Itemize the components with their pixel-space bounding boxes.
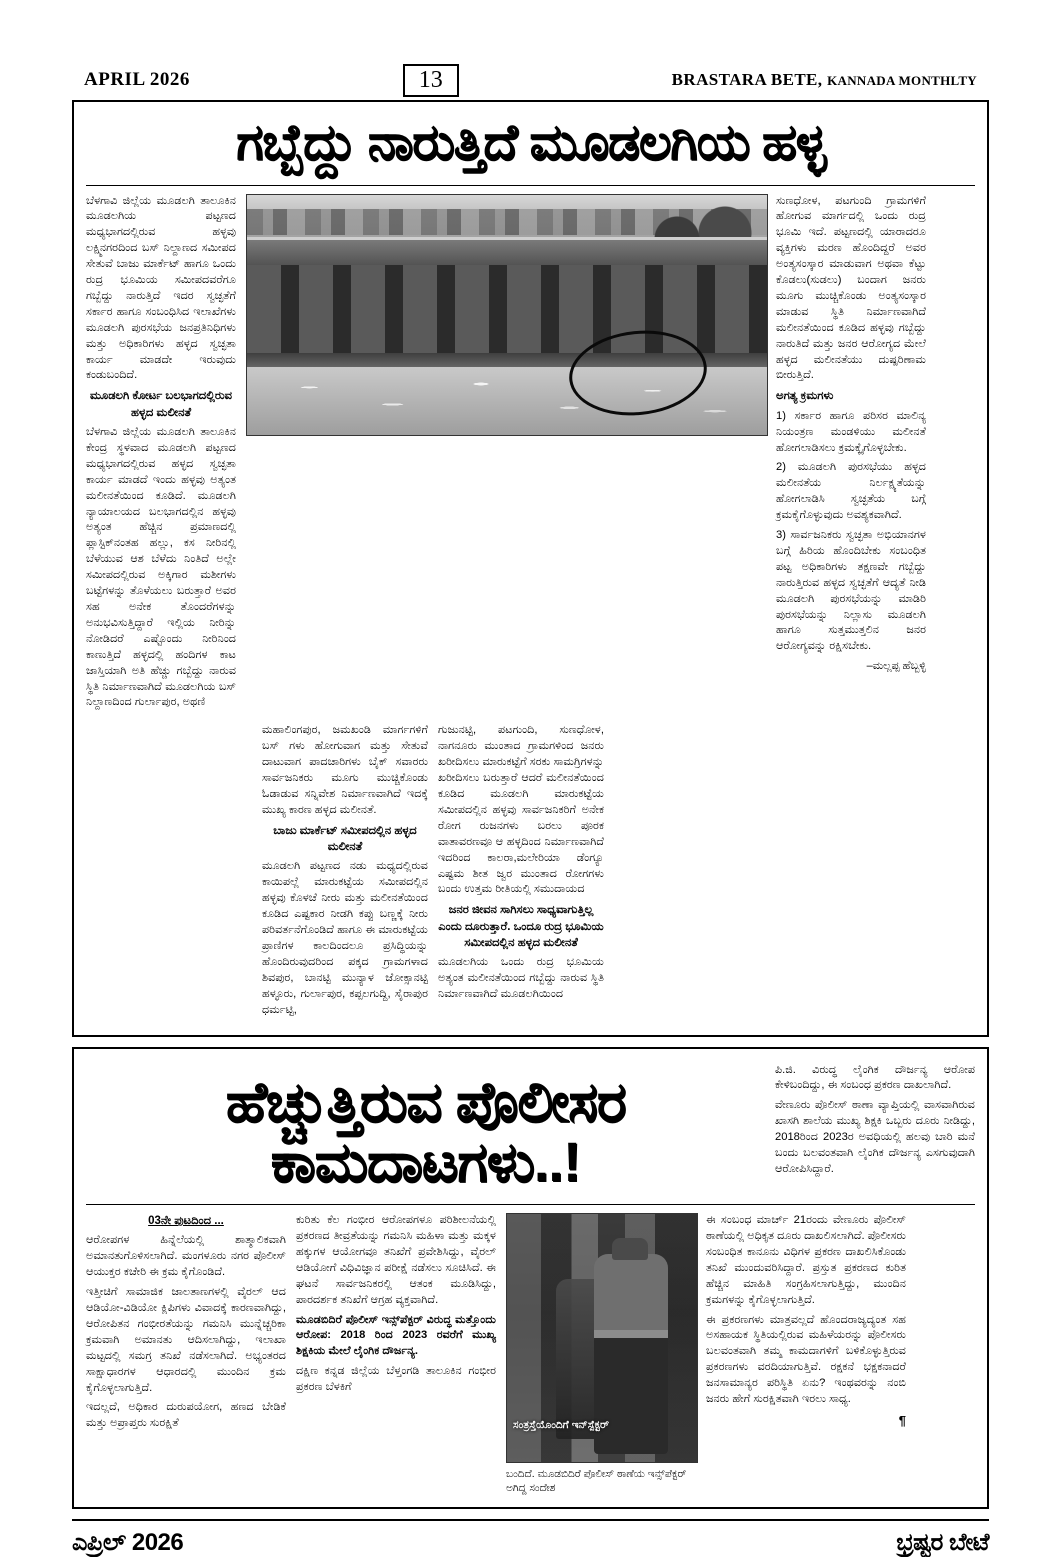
publication-name: BRASTARA BETE,: [671, 70, 823, 89]
article-1-subheading-measures: ಅಗತ್ಯ ಕ್ರಮಗಳು: [776, 390, 834, 403]
page-footer: [72, 1519, 989, 1557]
article-2-photo-column: [506, 1213, 696, 1495]
article-2-subheading: ಮೂಡಬಿದಿರೆ ಪೊಲೀಸ್ ಇನ್ಸ್‌ಪೆಕ್ಟರ್ ವಿರುದ್ಧ ಮತ್ತೊಂದು ಆರೋಪ: 2018 ರಿಂದ 2023 ರವರೆಗೆ ಮುಖ್ಯ ಶಿಕ್ಷಕಿಯ ಮೇಲೆ ಲೈಂಗಿಕ ದೌರ್ಜನ್ಯ.: [296, 1313, 496, 1358]
article-2-column-2: [296, 1213, 496, 1400]
paragraph: ಮೂಡಲಗಿ ಪಟ್ಟಣದ ನಡು ಮಧ್ಯದಲ್ಲಿರುವ ಕಾಯಿಪಲ್ಲೆ ಮಾರುಕಟ್ಟೆಯ ಸಮೀಪದಲ್ಲಿನ ಹಳ್ಳವು ಕೊಳಚೆ ನೀರು ಮತ್ತು ಮಲೀನತೆಯಿಂದ ಕೂಡಿದ ಎಷ್ಟಕಾರ ನೀಡಗಿ ಕಪ್ಪು ಬಣ್ಣಕ್ಕೆ ನೀರು ಪರಿವರ್ತನೆಗೊಂಡಿದೆ ಹಾಗೂ ಈ ಮಾರುಕಟ್ಟೆಯ ಪ್ರಾಣಿಗಳ ಕಾಲದಿಂದಲೂ ಪ್ರಸಿದ್ಧಿಯನ್ನು ಹೊಂದಿರುವುದರಿಂದ ಪಕ್ಕದ ಗ್ರಾಮಗಳಾದ ಶಿವಪುರ, ಬಾನಟ್ಟಿ ಮುನ್ಯಾಳ ಜೋಕ್ಸಾನಟ್ಟಿ ಹಳ್ಳೂರು, ಗುರ್ಲಾಪುರ, ಕಪ್ಪಲಗುದ್ದಿ, ಸೈರಾಪುರ ಧರ್ಮಟ್ಟಿ,: [262, 860, 428, 1016]
paragraph: ಮೂಡಲಗಿಯ ಒಂದು ರುದ್ರ ಭೂಮಿಯ ಅತ್ಯಂತ ಮಲೀನತೆಯಿಂದ ಗಬ್ಬೆದ್ದು ನಾರುವ ಸ್ಥಿತಿ ನಿರ್ಮಾಣವಾಗಿದೆ ಮೂಡಲಗಿಯಿಂದ: [438, 956, 604, 1001]
paragraph: ಈ ಸಂಬಂಧ ಮಾರ್ಚ್ 21ರಂದು ವೇಣೂರು ಪೊಲೀಸ್ ಠಾಣೆಯಲ್ಲಿ ಅಧಿಕೃತ ದೂರು ದಾಖಲಿಸಲಾಗಿದೆ. ಪೊಲೀಸರು ಸಂಬಂಧಿತ ಕಾನೂನು ವಿಧಿಗಳ ಪ್ರಕರಣ ದಾಖಲಿಸಿಕೊಂಡು ತನಿಖೆ ಮುಂದುವರಿಸಿದ್ದಾರೆ. ಪ್ರಸ್ತುತ ಪ್ರಕರಣದ ಕುರಿತ ಹೆಚ್ಚಿನ ಮಾಹಿತಿ ಸಂಗ್ರಹಿಸಲಾಗುತ್ತಿದ್ದು, ಮುಂದಿನ ಕ್ರಮಗಳನ್ನು ಕೈಗೊಳ್ಳಲಾಗುತ್ತಿದೆ.: [706, 1214, 906, 1306]
paragraph: 3) ಸಾರ್ವಜನಿಕರು ಸ್ವಚ್ಛತಾ ಅಭಿಯಾನಗಳ ಬಗ್ಗೆ ಹಿರಿಯ ಹೊಂದಿಬೇಕು ಸಂಬಂಧಿತ ಪಟ್ಟ ಅಧಿಕಾರಿಗಳು ತಕ್ಷಣವೇ ಗಬ್ಬೆದ್ದು ನಾರುತ್ತಿರುವ ಹಳ್ಳದ ಸ್ವಚ್ಛತೆಗೆ ಆದ್ಯತೆ ನೀಡಿ ಮೂಡಲಗಿ ಪುರಸಭೆಯನ್ನು ಮಾಡಿರಿ ಪುರಸಭೆಯನ್ನು ನಿಲ್ಲಾಸು ಮೂಡಲಗಿ ಹಾಗೂ ಸುತ್ತಮುತ್ತಲಿನ ಜನರ ಆರೋಗ್ಯವನ್ನು ರಕ್ಷಿಸಬೇಕು.: [776, 529, 926, 653]
check-dam-photo: [246, 194, 768, 436]
article-1-column-1: [86, 194, 236, 716]
article-2-headline-line-1: ಹೆಚ್ಚುತ್ತಿರುವ ಪೊಲೀಸರ: [225, 1069, 626, 1133]
end-mark: ¶: [898, 1412, 906, 1428]
masthead-publication: [672, 70, 977, 90]
page-masthead: [72, 60, 989, 100]
divider: [86, 1204, 975, 1205]
paragraph: ಆರೋಪಗಳ ಹಿನ್ನೆಲೆಯಲ್ಲಿ ಶಾತ್ಮಾಲಿಕವಾಗಿ ಅಮಾನತುಗೊಳಿಸಲಾಗಿದೆ. ಮಂಗಳೂರು ನಗರ ಪೊಲೀಸ್ ಆಯುಕ್ತರ ಕಚೇರಿ ಈ ಕ್ರಮ ಕೈಗೊಂಡಿದೆ.: [86, 1234, 286, 1279]
footer-date: ಎಪ್ರಿಲ್ 2026: [72, 1529, 184, 1557]
paragraph: ಇತ್ತೀಚಿಗೆ ಸಾಮಾಜಿಕ ಜಾಲತಾಣಗಳಲ್ಲಿ ವೈರಲ್ ಆದ ಆಡಿಯೋ-ವಿಡಿಯೋ ಕ್ಲಿಪಿಗಳು ವಿವಾದಕ್ಕೆ ಕಾರಣವಾಗಿದ್ದು, ಆರೋಪಿತನ ಗಂಭೀರತೆಯನ್ನು ಗಮನಿಸಿ ಮುನ್ನೆಚ್ಚರಿಕಾ ಕ್ರಮವಾಗಿ ಅಮಾನತು ಆದಿಸಲಾಗಿದ್ದು, ಇಲಾಖಾ ಮಟ್ಟದಲ್ಲಿ ಸಮಗ್ರ ತನಿಖೆ ನಡೆಸಲಾಗಿದೆ. ಅಭ್ಯಂತರದ ಸಾಕ್ಷಾಧಾರಗಳ ಆಧಾರದಲ್ಲಿ ಮುಂದಿನ ಕ್ರಮ ಕೈಗೊಳ್ಳಲಾಗುತ್ತಿದೆ.: [86, 1286, 286, 1394]
article-1-byline: –ಮಲ್ಲಪ್ಪ ಹೆಬ್ಬಳ್ಳಿ: [866, 660, 926, 673]
article-1-subheading-3: ಜನರ ಜೀವನ ಸಾಗಿಸಲು ಸಾಧ್ಯವಾಗುತ್ತಿಲ್ಲ ಎಂದು ದೂರುತ್ತಾರೆ. ಒಂದೂ ರುದ್ರ ಭೂಮಿಯ ಸಮೀಪದಲ್ಲಿನ ಹಳ್ಳದ ಮಲೀನತೆ: [438, 904, 604, 949]
article-1-photo-wrap: [246, 194, 766, 436]
article-1-subheading-2: ಬಾಜು ಮಾರ್ಕೆಟ್ ಸಮೀಪದಲ್ಲಿನ ಹಳ್ಳದ ಮಲೀನತೆ: [273, 824, 417, 854]
photo-overlay-caption: ಸಂತ್ರಸ್ತೆಯೊಂದಿಗೆ ಇನ್‌ಸ್ಪೆಕ್ಟರ್: [513, 1418, 610, 1431]
article-1: [72, 100, 989, 1037]
article-1-column-2: [262, 723, 428, 1022]
paragraph: ಈ ಪ್ರಕರಣಗಳು ಮಾತ್ರವಲ್ಲದೆ ಹೊಂದರಾಜ್ಯದ್ಯಂತ ಸಹ ಅಸಹಾಯಕ ಸ್ಥಿತಿಯಲ್ಲಿರುವ ಮಹಿಳೆಯರನ್ನು ಪೊಲೀಸರು ಬಲವಂತವಾಗಿ ತಮ್ಮ ಕಾಮದಾಗಳಿಗೆ ಬಳಿಕೊಳ್ಳುತ್ತಿರುವ ಪ್ರಕರಣಗಳು ವರದಿಯಾಗುತ್ತಿವೆ. ರಕ್ಷಕನೆ ಭಕ್ಷಕನಾದರೆ ಜನಸಾಮಾನ್ಯರ ಪರಿಸ್ಥಿತಿ ಏನು? ಇಂಥವರನ್ನು ನಂಬಿ ಜನರು ಹೇಗೆ ಸುರಕ್ಷಿತವಾಗಿ ಇರಲು ಸಾಧ್ಯ.: [706, 1313, 906, 1406]
article-2-column-4: [775, 1063, 975, 1182]
paragraph: ಬೆಳಗಾವಿ ಜಿಲ್ಲೆಯ ಮೂಡಲಗಿ ತಾಲೂಕಿನ ಮೂಡಲಗಿಯ ಪಟ್ಟಣದ ಮಧ್ಯಭಾಗದಲ್ಲಿರುವ ಹಳ್ಳವು ಲಕ್ಷ್ಮಿನಗರದಿಂದ ಬಸ್ ನಿಲ್ದಾಣದ ಸಮೀಪದ ಸೇತುವೆ ಬಾಜು ಮಾರ್ಕೆಟ್ ಹಾಗೂ ಒಂದು ರುದ್ರ ಭೂಮಿಯ ಸಮೀಪದವರೆಗೂ ಗಬ್ಬೆದ್ದು ನಾರುತ್ತಿದೆ ಇದರ ಸ್ವಚ್ಛತೆಗೆ ಸರ್ಕಾರ ಹಾಗೂ ಸಂಬಂಧಿಸಿದ ಇಲಾಖೆಗಳು ಮೂಡಲಗಿ ಪುರಸಭೆಯ ಜನಪ್ರತಿನಿಧಿಗಳು ಮತ್ತು ಅಧಿಕಾರಿಗಳು ಹಳ್ಳದ ಸ್ವಚ್ಛತಾ ಕಾರ್ಯ ಮಾಡದೇ ಇರುವುದು ಕಂಡುಬಂದಿದೆ.: [86, 194, 236, 382]
paragraph: ವೇಣೂರು ಪೊಲೀಸ್ ಠಾಣಾ ವ್ಯಾಪ್ತಿಯಲ್ಲಿ ವಾಸವಾಗಿರುವ ಖಾಸಗಿ ಶಾಲೆಯ ಮುಖ್ಯ ಶಿಕ್ಷಕಿ ಒಬ್ಬರು ದೂರು ನೀಡಿದ್ದು, 2018ರಿಂದ 2023ರ ಅವಧಿಯಲ್ಲಿ ಹಲವು ಬಾರಿ ಮನೆ ಬಂದು ಬಲವಂತವಾಗಿ ಲೈಂಗಿಕ ದೌರ್ಜನ್ಯ ಎಸಗುವುದಾಗಿ ಆರೋಪಿಸಿದ್ದಾರೆ.: [775, 1099, 975, 1175]
page-number: 13: [403, 64, 459, 97]
inspector-photo: [506, 1213, 698, 1463]
photo-caption: ಬಂದಿದೆ. ಮೂಡಬಿದಿರೆ ಪೊಲೀಸ್ ಠಾಣೆಯ ಇನ್ಸ್‌ಪೆಕ್ಟರ್ ಅಗಿದ್ದ ಸಂದೇಶ: [506, 1468, 687, 1494]
paragraph: ಕುರಿತು ಕೆಲ ಗಂಭೀರ ಆರೋಪಗಳೂ ಪರಿಶೀಲನೆಯಲ್ಲಿ ಪ್ರಕರಣದ ತೀವ್ರತೆಯನ್ನು ಗಮನಿಸಿ ಮಹಿಳಾ ಮತ್ತು ಮಕ್ಕಳ ಹಕ್ಕುಗಳ ಆಯೋಗವೂ ತನಿಖೆಗೆ ಪ್ರವೇಶಿಸಿದ್ದು, ವೈರಲ್ ಆಡಿಯೋಗೆ ವಿಧಿವಿಜ್ಞಾನ ಪರೀಕ್ಷೆ ನಡೆಸಲು ಸೂಚಿಸಿದೆ. ಈ ಘಟನೆ ಸಾರ್ವಜನಿಕರಲ್ಲಿ ಆತಂಕ ಮೂಡಿಸಿದ್ದು, ಪಾರದರ್ಶಕ ತನಿಖೆಗೆ ಆಗ್ರಹ ವ್ಯಕ್ತವಾಗಿದೆ.: [296, 1214, 496, 1306]
article-1-subheading-1: ಮೂಡಲಗಿ ಕೋರ್ಟ ಬಲಭಾಗದಲ್ಲಿರುವ ಹಳ್ಳದ ಮಲೀನತೆ: [89, 390, 233, 419]
paragraph: ಬೆಳಗಾವಿ ಜಿಲ್ಲೆಯ ಮೂಡಲಗಿ ತಾಲೂಕಿನ ಕೇಂದ್ರ ಸ್ಥಳವಾದ ಮೂಡಲಗಿ ಪಟ್ಟಣದ ಮಧ್ಯಭಾಗದಲ್ಲಿರುವ ಹಳ್ಳದ ಸ್ವಚ್ಛತಾ ಕಾರ್ಯ ಮಾಡದೆ ಇಂದು ಹಳ್ಳವು ಅತ್ಯಂತ ಮಲೀನತೆಯಿಂದ ಕೂಡಿದೆ. ಮೂಡಲಗಿ ನ್ಯಾಯಾಲಯದ ಬಲಭಾಗದಲ್ಲಿನ ಹಳ್ಳವು ಅತ್ಯಂತ ಹೆಚ್ಚಿನ ಪ್ರಮಾಣದಲ್ಲಿ ಪ್ಲಾಸ್ಟಿಕ್‌ನಂತಹ ಹಲ್ಲು, ಕಸ ನೀರಿನಲ್ಲಿ ಬೆಳೆಯುವ ಆಶ ಬೆಳೆದು ನಿಂತಿದೆ ಅಲ್ಲೇ ಸಮೀಪದಲ್ಲಿರುವ ಅಕ್ಕಿಗಾರ ಮಶೀಗಳು ಬಟ್ಟೆಗಳನ್ನು ತೊಳೆಯಲು ಬರುತ್ತಾರೆ ಅವರ ಸಹ ಅನೇಕ ತೊಂದರೆಗಳನ್ನು ಅನುಭವಿಸುತ್ತಿದ್ದಾರೆ ಇಲ್ಲಿಯ ನೀರಿನ್ನು ನೋಡಿದರೆ ಎಷ್ಟೊಂದು ನೀರಿನಿಂದ ಕಾಣುತ್ತಿದೆ ಹಳ್ಳದಲ್ಲಿ ಹಂದಿಗಳ ಕಾಟ ಜಾಸ್ತಿಯಾಗಿ ಅತಿ ಹೆಚ್ಚು ಗಬ್ಬೆದ್ದು ನಾರುವ ಸ್ಥಿತಿ ನಿರ್ಮಾಣವಾಗಿದೆ ಮೂಡಲಗಿಯ ಬಸ್ ನಿಲ್ದಾಣದಿಂದ ಗುರ್ಲಾಪುರ, ಅಥಣಿ: [86, 426, 236, 709]
article-2-column-1: [86, 1213, 286, 1436]
paragraph: ಮಹಾಲಿಂಗಪುರ, ಜಮಖಂಡಿ ಮಾರ್ಗಗಳಿಗೆ ಬಸ್ ಗಳು ಹೋಗುವಾಗ ಮತ್ತು ಸೇತುವೆ ದಾಟುವಾಗ ಪಾದಚಾರಿಗಳು ಬೈಕ್ ಸವಾರರು ಸಾರ್ವಜನಿಕರು ಮೂಗು ಮುಚ್ಚಿಕೊಂಡು ಓಡಾಡುವ ಸನ್ನಿವೇಶ ನಿರ್ಮಾಣವಾಗಿದೆ ಇದಕ್ಕೆ ಮುಖ್ಯ ಕಾರಣ ಹಳ್ಳದ ಮಲೀನತೆ.: [262, 724, 428, 816]
paragraph: 1) ಸರ್ಕಾರ ಹಾಗೂ ಪರಿಸರ ಮಾಲಿನ್ಯ ನಿಯಂತ್ರಣ ಮಂಡಳಿಯು ಮಲೀನತೆ ಹೋಗಲಾಡಿಸಲು ಕ್ರಮಕ್ಕೈಗೊಳ್ಳಬೇಕು.: [776, 409, 926, 454]
paragraph: ಪಿ.ಜಿ. ವಿರುದ್ಧ ಲೈಂಗಿಕ ದೌರ್ಜನ್ಯ ಆರೋಪ ಕೇಳಿಬಂದಿದ್ದು, ಈ ಸಂಬಂಧ ಪ್ರಕರಣ ದಾಖಲಾಗಿದೆ.: [775, 1063, 975, 1092]
article-1-headline: ಗಬ್ಬೆದ್ದು ನಾರುತ್ತಿದೆ ಮೂಡಲಗಿಯ ಹಳ್ಳ: [236, 114, 825, 170]
paragraph: 2) ಮೂಡಲಗಿ ಪುರಸಭೆಯು ಹಳ್ಳದ ಮಲೀನತೆಯ ನಿರ್ಲಕ್ಷ್ಯತೆಯನ್ನು ಹೋಗಲಾಡಿಸಿ ಸ್ವಚ್ಛತೆಯ ಬಗ್ಗೆ ಕ್ರಮಕೈಗೊಳ್ಳುವುದು ಅವಶ್ಯಕವಾಗಿದೆ.: [776, 461, 926, 522]
article-2-headline: [86, 1063, 765, 1199]
article-1-top-row: [86, 194, 975, 716]
article-2-body: [86, 1213, 975, 1495]
article-2: [72, 1047, 989, 1510]
article-1-bottom-row: [86, 723, 975, 1022]
publication-subtitle: KANNADA MONTHLTY: [827, 73, 977, 88]
paragraph: ಸುಣಧೋಳ, ಪಟಗುಂದಿ ಗ್ರಾಮಗಳಿಗೆ ಹೋಗುವ ಮಾರ್ಗದಲ್ಲಿ ಒಂದು ರುದ್ರ ಭೂಮಿ ಇದೆ. ಪಟ್ಟಣದಲ್ಲಿ ಯಾರಾದರೂ ವ್ಯಕ್ತಿಗಳು ಮರಣ ಹೊಂದಿದ್ದರೆ ಅವರ ಅಂತ್ಯಸಂಸ್ಕಾರ ಮಾಡುವಾಗ ಅಥವಾ ಕೆಟ್ಟು ಕೊಡಲು(ಸುಡಲು) ಬಂದಾಗ ಜನರು ಮೂಗು ಮುಚ್ಚಿಕೊಂಡು ಅಂತ್ಯಸಂಸ್ಕಾರ ಮಾಡುವ ಸ್ಥಿತಿ ನಿರ್ಮಾಣವಾಗಿದೆ ಮಲೀನತೆಯಿಂದ ಕೂಡಿದ ಹಳ್ಳವು ಗಬ್ಬೆದ್ದು ನಾರುತಿದೆ ಮತ್ತು ಜನರ ಆರೋಗ್ಯದ ಮೇಲೆ ಹಳ್ಳದ ಮಲೀನತೆಯು ದುಷ್ಪರಿಣಾಮ ಬೀರುತ್ತಿದೆ.: [776, 194, 926, 382]
article-2-headline-line-2: ಕಾಮದಾಟಗಳು..!: [270, 1130, 581, 1194]
paragraph: ಇದಲ್ಲದೆ, ಅಧಿಕಾರ ದುರುಪಯೋಗ, ಹಣದ ಬೇಡಿಕೆ ಮತ್ತು ಅಪ್ರಾಪ್ತರು ಸುರಕ್ಷಿತೆ: [86, 1401, 286, 1430]
article-2-column-4-cont: [706, 1213, 906, 1430]
paragraph: ಗುಜುನಟ್ಟಿ, ಪಟಗುಂದಿ, ಸುಣಧೋಳ, ನಾಗನೂರು ಮುಂತಾದ ಗ್ರಾಮಗಳಿಂದ ಜನರು ಖರೀದಿಸಲು ಮಾರುಕಟ್ಟೆಗೆ ಸರಕು ಸಾಮಗ್ರಿಗಳನ್ನು ಖರೀದಿಸಲು ಬರುತ್ತಾರೆ ಆದರೆ ಮಲೀನತೆಯಿಂದ ಕೂಡಿದ ಮೂಡಲಗಿ ಮಾರುಕಟ್ಟೆಯ ಸಮೀಪದಲ್ಲಿನ ಹಳ್ಳವು ಸಾರ್ವಜನಿಕರಿಗೆ ಅನೇಕ ರೋಗ ರುಜನಗಳು ಬರಲು ಪೂರಕ ವಾತಾವರಣವೂ ಆ ಹಳ್ಳದಿಂದ ನಿರ್ಮಾಣವಾಗಿದೆ ಇದರಿಂದ ಕಾಲರಾ,ಮಲೇರಿಯಾ ಡೆಂಗ್ಯೂ ಎಷ್ಟಮ ಶೀತ ಜ್ವರ ಮುಂತಾದ ರೋಗಗಳು ಬಂದು ಉತ್ತಮ ರೀತಿಯಲ್ಲಿ ಸಮುದಾಯದ: [438, 724, 604, 896]
article-1-column-4: [776, 194, 926, 679]
footer-publication: ಭ್ರಷ್ಟರ ಬೇಟೆ: [896, 1529, 989, 1557]
article-1-column-3: [438, 723, 604, 1007]
continued-from-note: 03ನೇ ಪುಟದಿಂದ ...: [148, 1215, 224, 1228]
divider: [86, 185, 975, 186]
masthead-date: APRIL 2026: [84, 69, 190, 90]
paragraph: ದಕ್ಷಿಣ ಕನ್ನಡ ಜಿಲ್ಲೆಯ ಬೆಳ್ತಂಗಡಿ ತಾಲೂಕಿನ ಗಂಭೀರ ಪ್ರಕರಣ ಬೆಳಕಿಗೆ: [296, 1365, 496, 1394]
